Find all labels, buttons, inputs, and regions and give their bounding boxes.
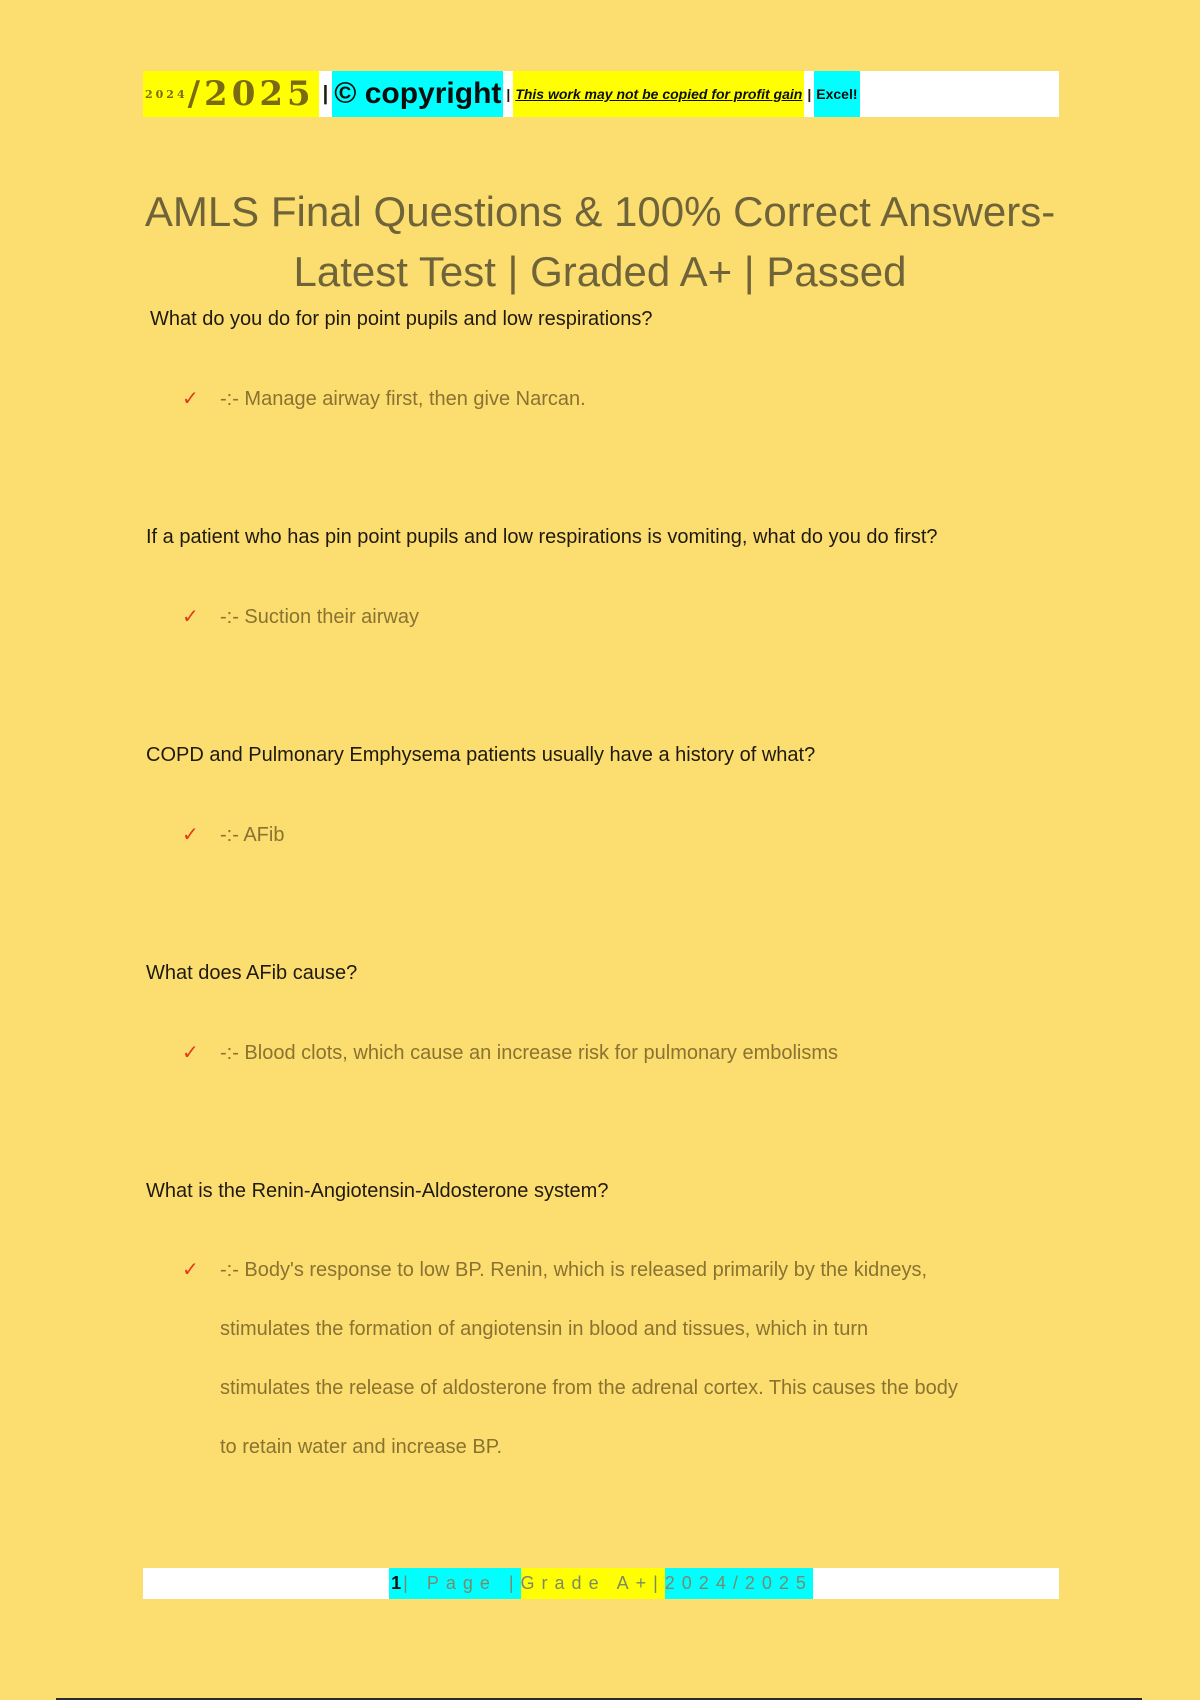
answer-4 xyxy=(182,1041,838,1065)
checkmark-icon: ✓ xyxy=(182,824,199,846)
footer-grade: Grade A+| xyxy=(521,1568,665,1599)
answer-2 xyxy=(182,605,419,629)
footer-text xyxy=(389,1568,813,1599)
question-4: What does AFib cause? xyxy=(146,962,358,984)
header-year-small: 2024 xyxy=(145,87,188,101)
footer-banner xyxy=(143,1568,1059,1599)
header-separator: | xyxy=(506,86,511,102)
page-number: 1 xyxy=(391,1573,402,1593)
answer-line: -:- Body's response to low BP. Renin, which is released primarily by the kidneys, xyxy=(220,1259,928,1281)
answer-line: stimulates the release of aldosterone from the adrenal cortex. This causes the body xyxy=(220,1377,958,1399)
answer-line: stimulates the formation of angiotensin in blood and tissues, which in turn xyxy=(220,1318,869,1340)
page-label: | Page | xyxy=(403,1573,521,1593)
header-separator: | xyxy=(807,86,812,102)
answer-text: -:- AFib xyxy=(220,824,285,846)
page-title: AMLS Final Questions & 100% Correct Answers- Latest Test | Graded A+ | Passed xyxy=(144,188,1056,295)
header-year xyxy=(143,71,319,117)
footer-year: 2024/2025 xyxy=(665,1568,813,1599)
header-banner xyxy=(143,71,1059,117)
header-excel: Excel! xyxy=(814,71,859,117)
header-copyright: © copyright xyxy=(332,71,503,117)
answer-5 xyxy=(182,1258,958,1477)
checkmark-icon: ✓ xyxy=(182,1042,199,1064)
question-2: If a patient who has pin point pupils and low respirations is vomiting, what do you do first? xyxy=(146,526,938,548)
answer-text: -:- Manage airway first, then give Narcan. xyxy=(220,388,586,410)
question-3: COPD and Pulmonary Emphysema patients usually have a history of what? xyxy=(146,744,816,766)
checkmark-icon: ✓ xyxy=(182,606,199,628)
checkmark-icon: ✓ xyxy=(182,388,199,410)
header-notice: This work may not be copied for profit gain xyxy=(513,71,804,117)
answer-line: to retain water and increase BP. xyxy=(220,1436,503,1458)
header-separator: | xyxy=(322,82,329,105)
answer-text xyxy=(220,1241,958,1477)
answer-text: -:- Blood clots, which cause an increase risk for pulmonary embolisms xyxy=(220,1042,839,1064)
checkmark-icon: ✓ xyxy=(182,1259,199,1281)
question-5: What is the Renin-Angiotensin-Aldosterone system? xyxy=(146,1180,609,1202)
question-1: What do you do for pin point pupils and low respirations? xyxy=(150,308,653,330)
header-year-big: /2025 xyxy=(187,74,315,114)
answer-1 xyxy=(182,387,586,411)
answer-text: -:- Suction their airway xyxy=(220,606,419,628)
footer-page xyxy=(389,1568,520,1599)
answer-3 xyxy=(182,823,284,847)
